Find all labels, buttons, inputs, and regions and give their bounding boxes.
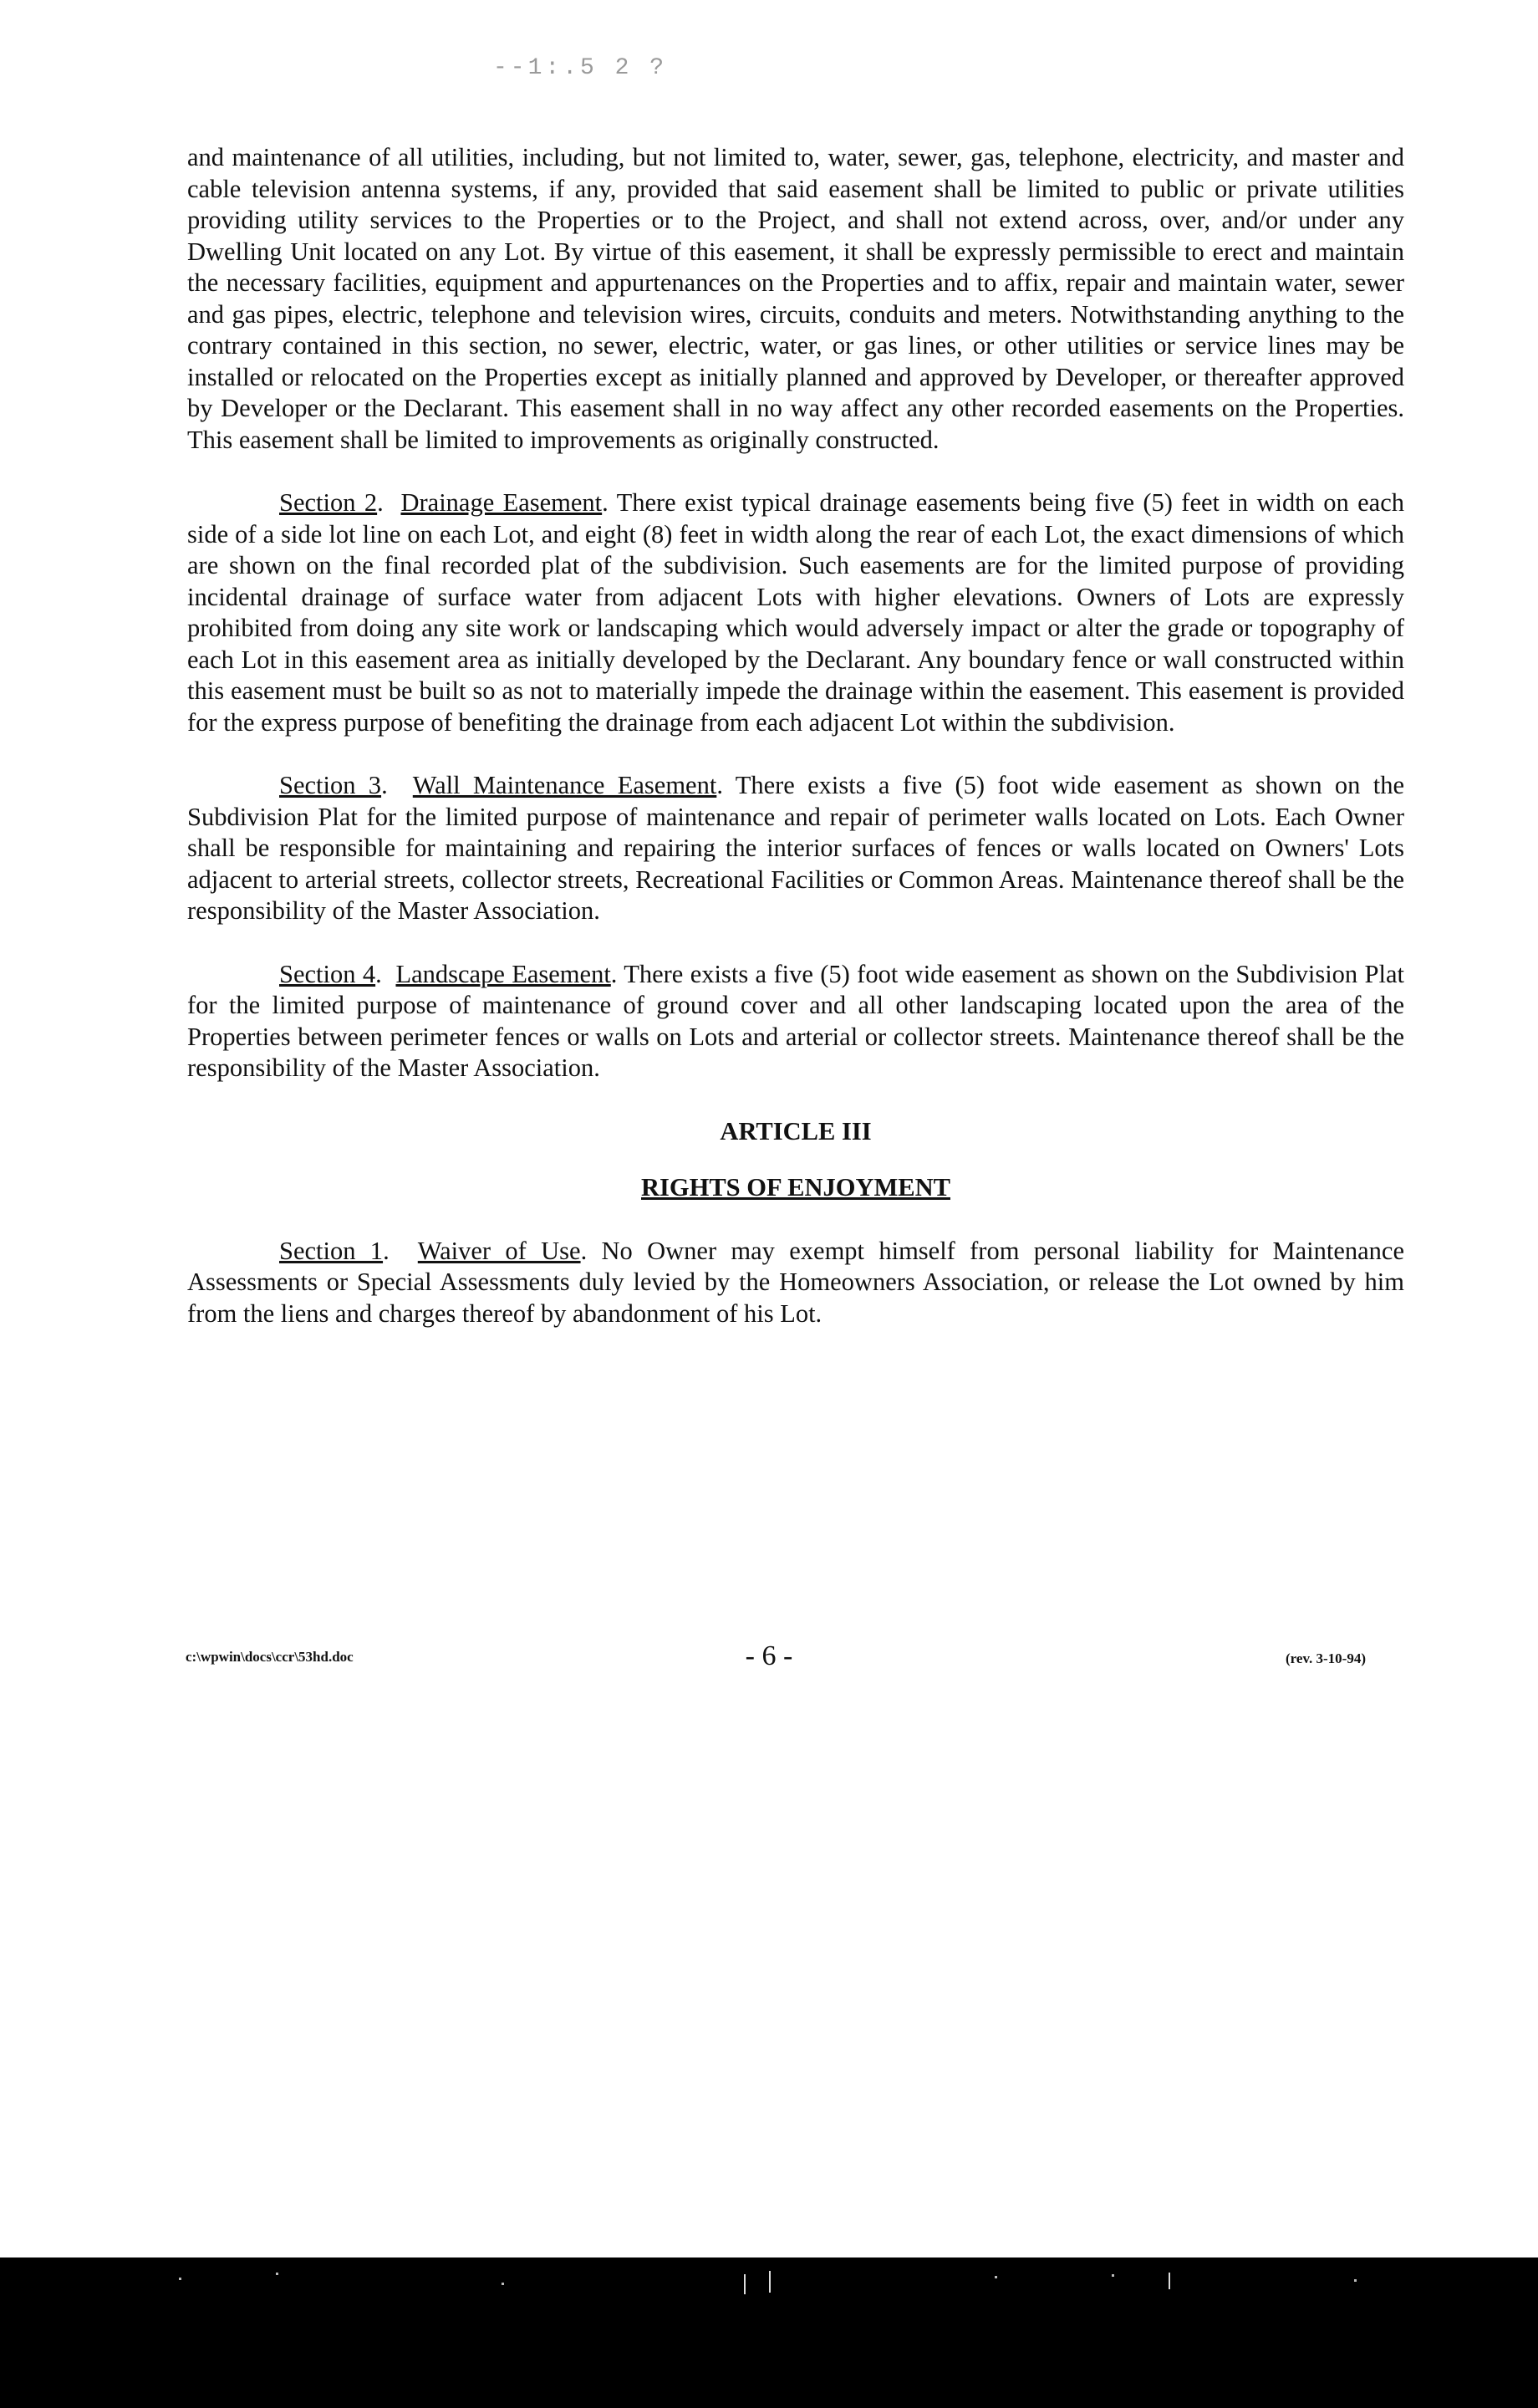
section-3-title: Wall Maintenance Easement bbox=[412, 771, 717, 799]
section-2-paragraph: Section 2. Drainage Easement. There exist typical drainage easements being five (5) feet in width on each side of a side lot line on each Lot, and eight (8) feet in width along the rear of each Lot, the exact dimensions of which are shown on the final recorded plat of the subdivision. Such easements are for the limited purpose of providing incidental drainage of surface water from adjacent Lots with higher elevations. Owners of Lots are expressly prohibited from doing any site work or landscaping which would adversely impact or alter the grade or topography of each Lot in this easement area as initially developed by the Declarant. Any boundary fence or wall constructed within this easement must be built so as not to materially impede the drainage within the easement. This easement is provided for the express purpose of benefiting the drainage from each adjacent Lot within the subdivision. bbox=[187, 488, 1405, 737]
section-3-text: There exists a five (5) foot wide easement as shown on the Subdivision Plat for the limited purpose of maintenance and repair of perimeter walls located on Lots. Each Owner shall be responsible for maintaining and repairing the interior surfaces of fences or walls located on Owners' Lots adjacent to arterial streets, collector streets, Recreational Facilities or Common Areas. Maintenance thereof shall be the responsibility of the Master Association. bbox=[187, 771, 1404, 925]
section-2-title: Drainage Easement bbox=[400, 488, 603, 517]
section-2-number: Section 2 bbox=[279, 488, 378, 517]
section-3-paragraph: Section 3. Wall Maintenance Easement. There exists a five (5) foot wide easement as shown on the Subdivision Plat for the limited purpose of maintenance and repair of perimeter walls located on Lots. Each Owner shall be responsible for maintaining and repairing the interior surfaces of fences or walls located on Owners' Lots adjacent to arterial streets, collector streets, Recreational Facilities or Common Areas. Maintenance thereof shall be the responsibility of the Master Association. bbox=[187, 771, 1404, 925]
scan-tick bbox=[1169, 2273, 1170, 2289]
scan-speck bbox=[1112, 2274, 1114, 2277]
section-4-paragraph: Section 4. Landscape Easement. There exists a five (5) foot wide easement as shown on the Subdivision Plat for the limited purpose of maintenance of ground cover and all other landscaping located upon the area of the Properties between perimeter fences or walls on Lots and arterial or collector streets. Maintenance thereof shall be the responsibility of the Master Association. bbox=[187, 959, 1404, 1082]
footer-page-number: - 6 - bbox=[745, 1640, 793, 1671]
scan-tick bbox=[744, 2274, 746, 2294]
scan-speck bbox=[995, 2276, 997, 2278]
scan-speck bbox=[502, 2283, 504, 2285]
article-heading: ARTICLE III bbox=[720, 1116, 872, 1145]
article-section-1-text: No Owner may exempt himself from personal liability for Maintenance Assessments or Special Assessments duly levied by the Homeowners Association, or release the Lot owned by him from the liens and charges thereof by abandonment of his Lot. bbox=[187, 1236, 1404, 1328]
section-3-number: Section 3 bbox=[279, 771, 382, 799]
scan-tick bbox=[769, 2271, 771, 2293]
article-section-1-paragraph: Section 1. Waiver of Use. No Owner may exempt himself from personal liability for Maintenance Assessments or Special Assessments duly levied by the Homeowners Association, or release the Lot owned by him from the liens and charges thereof by abandonment of his Lot. bbox=[187, 1236, 1404, 1328]
header-stamp: --1:.5 2 ? bbox=[493, 55, 668, 81]
scan-border bbox=[0, 2258, 1538, 2408]
section-2-text: There exist typical drainage easements being five (5) feet in width on each side of a side lot line on each Lot, and eight (8) feet in width along the rear of each Lot, the exact dimensions of which are shown on the final recorded plat of the subdivision. Such easements are for the limited purpose of providing incidental drainage of surface water from adjacent Lots with higher elevations. Owners of Lots are expressly prohibited from doing any site work or landscaping which would adversely impact or alter the grade or topography of each Lot in this easement area as initially developed by the Declarant. Any boundary fence or wall constructed within this easement must be built so as not to materially impede the drainage within the easement. This easement is provided for the express purpose of benefiting the drainage from each adjacent Lot within the subdivision. bbox=[187, 488, 1405, 737]
scan-speck bbox=[1354, 2279, 1357, 2282]
document-body bbox=[187, 142, 1404, 1329]
article-section-1-title: Waiver of Use bbox=[417, 1236, 581, 1265]
section-4-title: Landscape Easement bbox=[395, 959, 611, 988]
footer-revision: (rev. 3-10-94) bbox=[1286, 1650, 1366, 1666]
footer-file-path: c:\wpwin\docs\ccr\53hd.doc bbox=[186, 1649, 354, 1665]
section-4-text: There exists a five (5) foot wide easement as shown on the Subdivision Plat for the limited purpose of maintenance of ground cover and all other landscaping located upon the area of the Properties between perimeter fences or walls on Lots and arterial or collector streets. Maintenance thereof shall be the responsibility of the Master Association. bbox=[187, 959, 1404, 1082]
intro-paragraph: and maintenance of all utilities, including, but not limited to, water, sewer, gas, telephone, electricity, and master and cable television antenna systems, if any, provided that said easement shall be limited to public or private utilities providing utility services to the Properties or to the Project, and shall not extend across, over, and/or under any Dwelling Unit located on any Lot. By virtue of this easement, it shall be expressly permissible to erect and maintain the necessary facilities, equipment and appurtenances on the Properties and to affix, repair and maintain water, sewer and gas pipes, electric, telephone and television wires, circuits, conduits and meters. Notwithstanding anything to the contrary contained in this section, no sewer, electric, water, or gas lines, or other utilities or service lines may be installed or relocated on the Properties except as initially planned and approved by Developer, or thereafter approved by Developer or the Declarant. This easement shall in no way affect any other recorded easements on the Properties. This easement shall be limited to improvements as originally constructed. bbox=[187, 143, 1404, 454]
section-4-number: Section 4 bbox=[279, 959, 376, 988]
article-subheading: RIGHTS OF ENJOYMENT bbox=[641, 1173, 950, 1201]
scan-speck bbox=[179, 2278, 181, 2280]
scan-speck bbox=[276, 2273, 278, 2275]
article-section-1-number: Section 1 bbox=[279, 1236, 384, 1265]
